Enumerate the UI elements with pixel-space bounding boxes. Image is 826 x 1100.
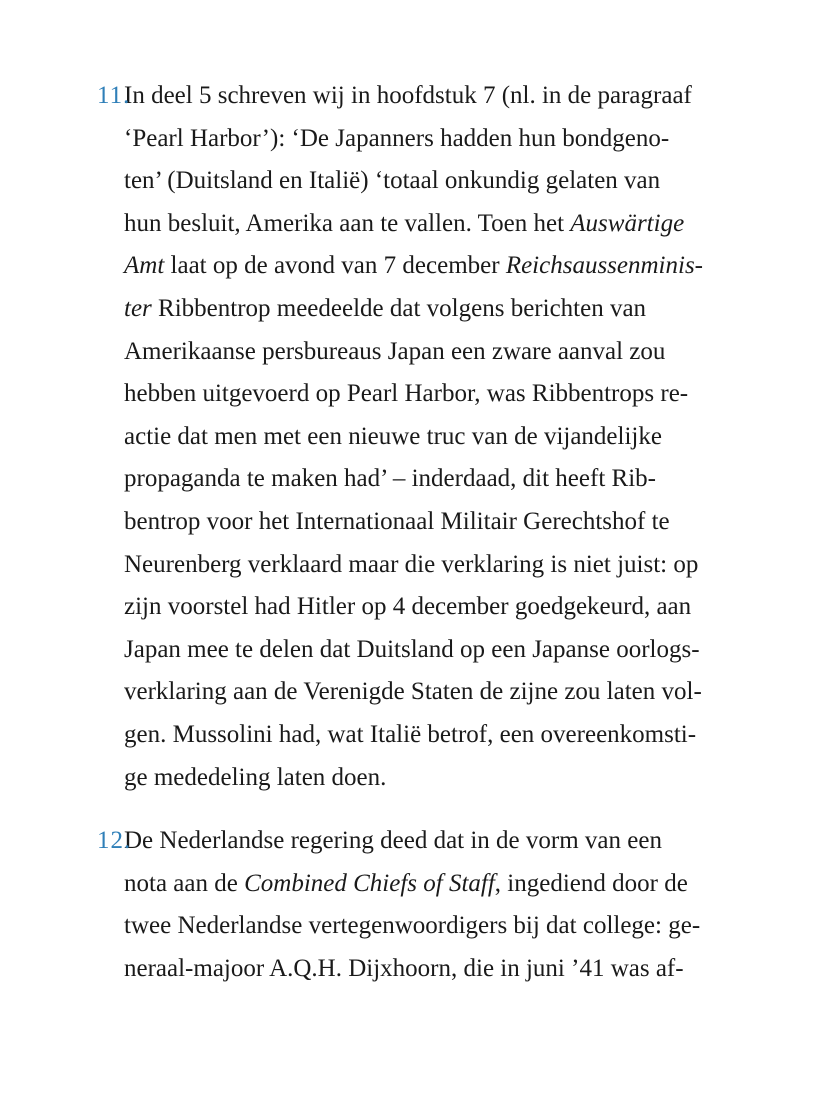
- text-span: nota aan de: [124, 869, 245, 897]
- italic-term: ter: [124, 294, 152, 322]
- endnote-11: [97, 75, 703, 799]
- text-line: Japan mee te delen dat Duitsland op een Japanse oorlogs-: [124, 635, 700, 663]
- text-line: De Nederlandse regering deed dat in de vorm van een: [124, 827, 662, 854]
- italic-term: Reichsaussenminis-: [505, 252, 704, 280]
- text-line: gen. Mussolini had, wat Italië betrof, een overeenkomsti-: [124, 720, 697, 748]
- text-line: propaganda te maken had’ – inderdaad, dit heeft Rib-: [124, 465, 656, 493]
- text-line: verklaring aan de Verenigde Staten de zijne zou laten vol-: [124, 678, 702, 706]
- text-line: ‘Pearl Harbor’): ‘De Japanners hadden hun bondgeno-: [124, 124, 670, 152]
- text-span: hun besluit, Amerika aan te vallen. Toen het: [124, 209, 571, 237]
- text-line: hebben uitgevoerd op Pearl Harbor, was Ribbentrops re-: [124, 380, 689, 408]
- text-span: , ingediend door de: [494, 869, 688, 897]
- text-span: laat op de avond van 7 december: [164, 252, 506, 280]
- text-line: ge mededeling laten doen.: [124, 763, 387, 791]
- text-line: [97, 203, 703, 246]
- text-line: Amerikaanse persbureaus Japan een zware aanval zou: [124, 337, 666, 365]
- italic-term: Auswärtige: [570, 209, 685, 237]
- text-line: twee Nederlandse vertegenwoordigers bij dat college: ge-: [124, 912, 701, 940]
- endnote-12: [97, 820, 700, 990]
- text-line: neraal-majoor A.Q.H. Dijxhoorn, die in juni ’41 was af-: [124, 954, 684, 982]
- text-line: [97, 288, 703, 331]
- text-line: bentrop voor het Internationaal Militair Gerechtshof te: [124, 507, 670, 535]
- italic-term: Combined Chiefs of Staff: [244, 869, 495, 897]
- note-number: 12.: [97, 827, 132, 854]
- italic-term: Amt: [124, 252, 165, 280]
- text-span: Ribbentrop meedeelde dat volgens berichten van: [151, 294, 647, 322]
- note-number: 11.: [97, 82, 131, 109]
- text-line: zijn voorstel had Hitler op 4 december goedgekeurd, aan: [124, 593, 692, 621]
- text-line: actie dat men met een nieuwe truc van de vijandelijke: [124, 422, 662, 450]
- text-line: [97, 863, 700, 906]
- text-line: In deel 5 schreven wij in hoofdstuk 7 (nl. in de paragraaf: [124, 82, 692, 109]
- text-line: Neurenberg verklaard maar die verklaring is niet juist: op: [124, 550, 699, 578]
- text-line: [97, 245, 703, 288]
- text-line: ten’ (Duitsland en Italië) ‘totaal onkundig gelaten van: [124, 167, 661, 195]
